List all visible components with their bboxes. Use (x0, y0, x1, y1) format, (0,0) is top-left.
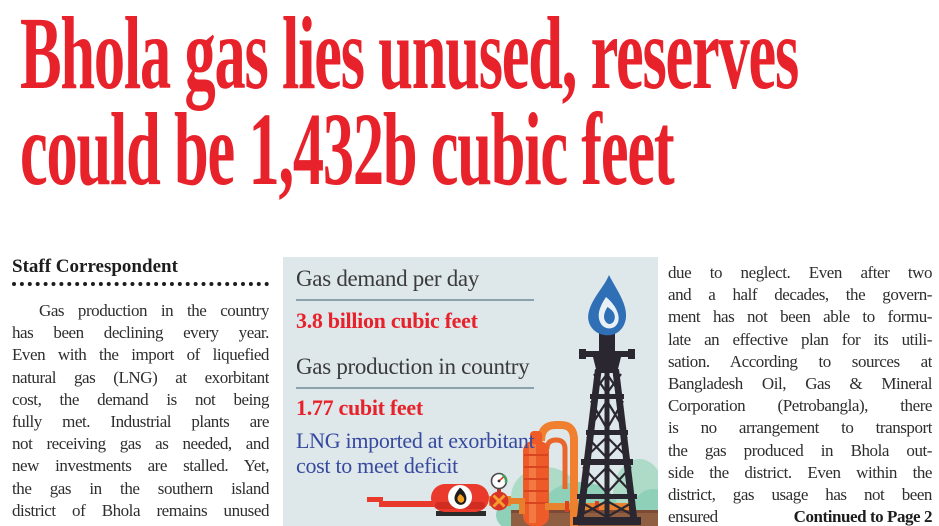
byline-divider (12, 282, 269, 286)
text-line: Even with the import of liquefied (12, 345, 269, 365)
article-right-column (668, 262, 932, 526)
text-line: Gas production in the country (39, 301, 269, 320)
article-last-line (668, 506, 932, 526)
infographic-panel (283, 257, 658, 526)
text-line: has been declining every year. (12, 323, 269, 343)
text-line: fully met. Industrial plants are (12, 411, 269, 431)
last-word: ensured (668, 507, 718, 526)
lng-note-line-2: cost to meet deficit (296, 453, 458, 478)
text-line: district, gas usage has not been (668, 484, 932, 504)
article-text-right (668, 262, 932, 506)
text-line: Corporation (Petrobangla), there (668, 396, 932, 416)
stat-value-production: 1.77 cubit feet (296, 395, 423, 420)
text-line: sation. According to sources at (668, 351, 932, 371)
text-line: not receiving gas as needed, and (12, 434, 269, 454)
byline: Staff Correspondent (12, 256, 178, 277)
stat-label-production: Gas production in country (296, 354, 530, 379)
text-line: and a half decades, the govern- (668, 285, 932, 305)
text-line: natural gas (LNG) at exorbitant (12, 367, 269, 387)
infographic-text (283, 257, 658, 526)
text-line: ment has not been able to formu- (668, 307, 932, 327)
text-line: district of Bhola remains unused (12, 500, 269, 520)
text-line: side the district. Even within the (668, 462, 932, 482)
stat-label-demand: Gas demand per day (296, 266, 480, 291)
headline (20, 0, 939, 207)
text-line: the gas produced in Bhola out- (668, 440, 932, 460)
lng-note (296, 428, 534, 478)
text-line: Bangladesh Oil, Gas & Mineral (668, 373, 932, 393)
continued-notice: Continued to Page 2 (793, 507, 932, 526)
text-line: late an effective plan for its utili- (668, 329, 932, 349)
text-line: cost, the demand is not being (12, 389, 269, 409)
text-line: the gas in the southern island (12, 478, 269, 498)
stat-value-demand: 3.8 billion cubic feet (296, 308, 478, 333)
headline-line-1: Bhola gas lies unused, reserves (20, 0, 799, 111)
stat-divider (296, 299, 534, 301)
text-line: due to neglect. Even after two (668, 263, 932, 282)
lng-note-line-1: LNG imported at exorbitant (296, 428, 535, 453)
article-text-left (12, 300, 269, 522)
text-line: is no arrangement to transport (668, 418, 932, 438)
headline-line-2: could be 1,432b cubic feet (20, 92, 674, 207)
text-line: new investments are stalled. Yet, (12, 456, 269, 476)
article-left-column (12, 256, 269, 522)
stat-divider (296, 387, 534, 389)
